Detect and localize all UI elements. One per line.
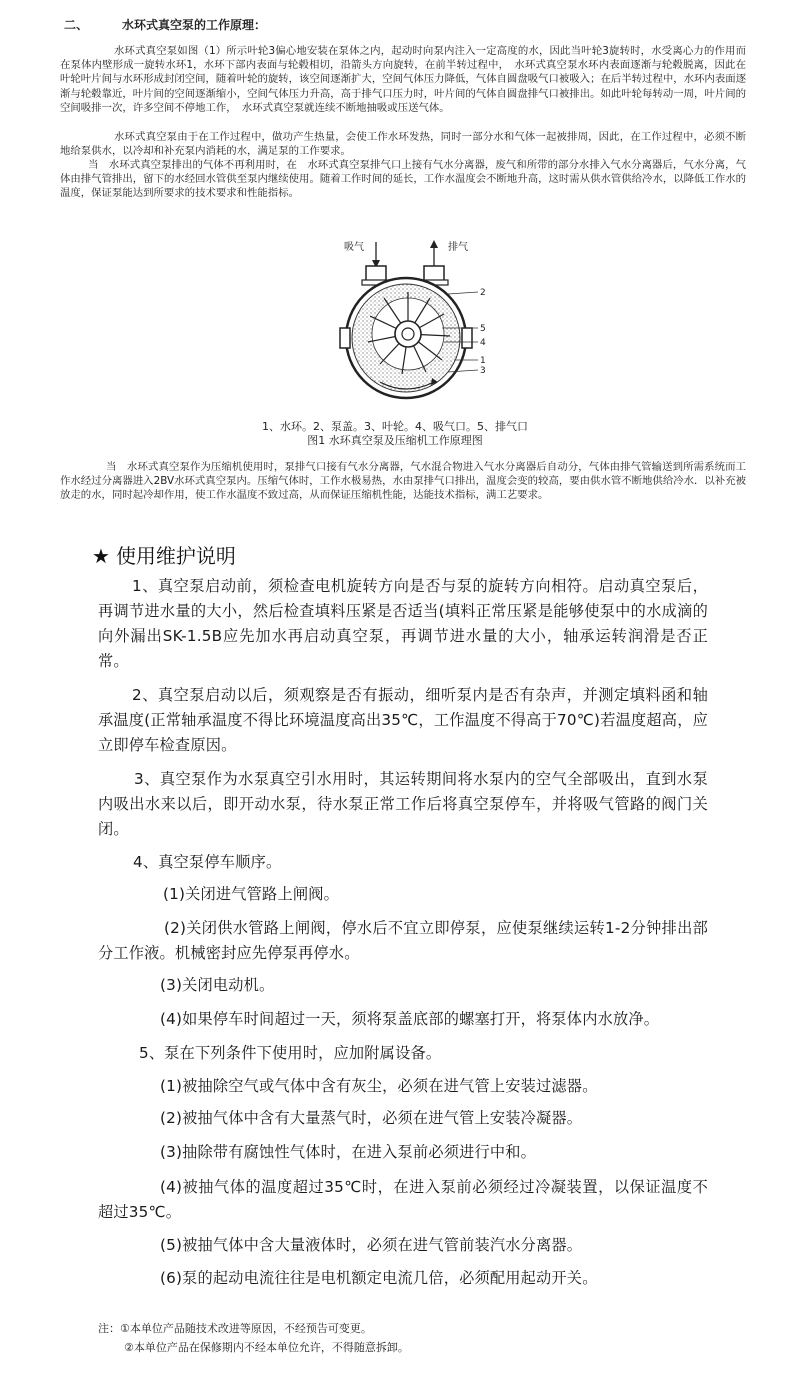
inlet-label: 吸气 — [344, 242, 364, 253]
stop-step-4: (4)如果停车时间超过一天，须将泵盖底部的螺塞打开，将泵体内水放净。 — [160, 1010, 660, 1028]
callout-5: 5 — [480, 324, 486, 334]
figure-caption: 图1 水环真空泵及压缩机工作原理图 — [307, 434, 483, 447]
section-heading — [64, 16, 266, 33]
maintenance-item-2: 2、真空泵启动以后，须观察是否有振动，细听泵内是否有杂声，并测定填料函和轴承温度(正常轴承温度不得比环境温度高出35℃，工作温度不得高于70℃)若温度超高，应立即停车检查原因。 — [98, 686, 708, 754]
stop-step-3: (3)关闭电动机。 — [160, 976, 275, 994]
stop-step-1: (1)关闭进气管路上闸阀。 — [163, 885, 339, 903]
compressor-paragraph: 当 水环式真空泵作为压缩机使用时，泵排气口接有气水分离器，气水混合物进入气水分离器后自动分，气体由排气管输送到所需系统而工作水经过分离器进入2BV水环式真空泵内。压缩气体时，工作水极易热，水由泵排气口排出，温度会变的较高，要由供水管不断地供给冷水．以补充被放走的水，同时起冷却作用，使工作水温度不致过高，从而保证压缩机性能，达能技术指标，满工艺要求。 — [60, 461, 746, 502]
note-line-2: ②本单位产品在保修期内不经本单位允许，不得随意拆卸。 — [124, 1341, 409, 1354]
outlet-label: 排气 — [448, 242, 468, 253]
condition-2: (2)被抽气体中含有大量蒸气时，必须在进气管上安装冷凝器。 — [160, 1109, 583, 1127]
star-icon: ★ — [92, 544, 110, 568]
section-title: 水环式真空泵的工作原理： — [122, 18, 267, 32]
callout-1: 1 — [480, 356, 486, 366]
maintenance-item-3: 3、真空泵作为水泵真空引水用时，其运转期间将水泵内的空气全部吸出，直到水泵内吸出水来以后，即开动水泵，待水泵正常工作后将真空泵停车，并将吸气管路的阀门关闭。 — [98, 770, 708, 838]
stop-step-2: (2)关闭供水管路上闸阀，停水后不宜立即停泵，应使泵继续运转1-2分钟排出部分工作液。机械密封应先停泵再停水。 — [98, 919, 708, 962]
condition-6: (6)泵的起动电流往往是电机额定电流几倍，必须配用起动开关。 — [160, 1269, 598, 1287]
callout-3: 3 — [480, 366, 486, 376]
inlet-arrow-icon — [372, 242, 380, 268]
maintenance-item-1: 1、真空泵启动前，须检查电机旋转方向是否与泵的旋转方向相符。启动真空泵后，再调节进水量的大小，然后检查填料压紧是否适当(填料正常压紧是能够使泵中的水成滴的向外漏出SK-1.5B应先加水再启动真空泵，再调节进水量的大小，轴承运转润滑是否正常。 — [98, 577, 708, 670]
outlet-arrow-icon — [430, 240, 438, 268]
maintenance-title-text: 使用维护说明 — [115, 544, 236, 568]
condition-4: (4)被抽气体的温度超过35℃时，在进入泵前必须经过冷凝装置，以保证温度不超过35℃。 — [98, 1178, 708, 1221]
maintenance-item-5: 5、泵在下列条件下使用时，应加附属设备。 — [139, 1044, 442, 1062]
figure-legend: 1、水环。2、泵盖。3、叶轮。4、吸气口。5、排气口 — [262, 420, 528, 433]
note-line-1: 注：①本单位产品随技术改进等原因，不经预告可变更。 — [98, 1322, 372, 1335]
callout-4: 4 — [480, 338, 486, 348]
maintenance-title — [92, 540, 236, 569]
principle-paragraph-1: 水环式真空泵如图（1）所示叶轮3偏心地安装在泵体之内，起动时向泵内注入一定高度的水，因此当叶轮3旋转时，水受离心力的作用而在泵体内壁形成一旋转水环1，水环下部内表面与轮毂相切，沿箭头方向旋转，在前半转过程中， 水环式真空泵水环内表面逐渐与轮毂脱离，因此在叶轮叶片间与水环形成封闭空间，随着叶轮的旋转，该空间逐渐扩大，空间气体压力降低，气体自圆盘吸气口被吸入；在后半转过程中，水环内表面逐渐与轮毂靠近，叶片间的空间逐渐缩小，空间气体压力升高，高于排气口压力时，叶片间的气体自圆盘排气口被排出。如此叶轮每转动一周，叶片间的空间吸排一次，许多空间不停地工作， 水环式真空泵就连续不断地抽吸或压送气体。 — [60, 45, 746, 114]
condition-1: (1)被抽除空气或气体中含有灰尘，必须在进气管上安装过滤器。 — [160, 1077, 598, 1095]
condition-3: (3)抽除带有腐蚀性气体时，在进入泵前必须进行中和。 — [160, 1143, 537, 1161]
section-number: 二、 — [64, 18, 89, 32]
principle-paragraph-3: 当 水环式真空泵排出的气体不再利用时，在 水环式真空泵排气口上接有气水分离器，废气和所带的部分水排入气水分离器后，气水分离，气体由排气管排出，留下的水经回水管供至泵内继续使用。随着工作时间的延长，工作水温度会不断地升高，这时需从供水管供给冷水，以降低工作水的温度，保证泵能达到所要求的技术要求和性能指标。 — [60, 159, 746, 200]
pump-diagram — [330, 232, 500, 402]
callout-2: 2 — [480, 288, 486, 298]
condition-5: (5)被抽气体中含大量液体时，必须在进气管前装汽水分离器。 — [160, 1236, 583, 1254]
principle-paragraph-2: 水环式真空泵由于在工作过程中，做功产生热量，会使工作水环发热，同时一部分水和气体一起被排周，因此，在工作过程中，必须不断地给泵供水，以冷却和补充泵内消耗的水，满足泵的工作要求。 — [60, 131, 746, 158]
maintenance-item-4: 4、真空泵停车顺序。 — [133, 853, 282, 871]
